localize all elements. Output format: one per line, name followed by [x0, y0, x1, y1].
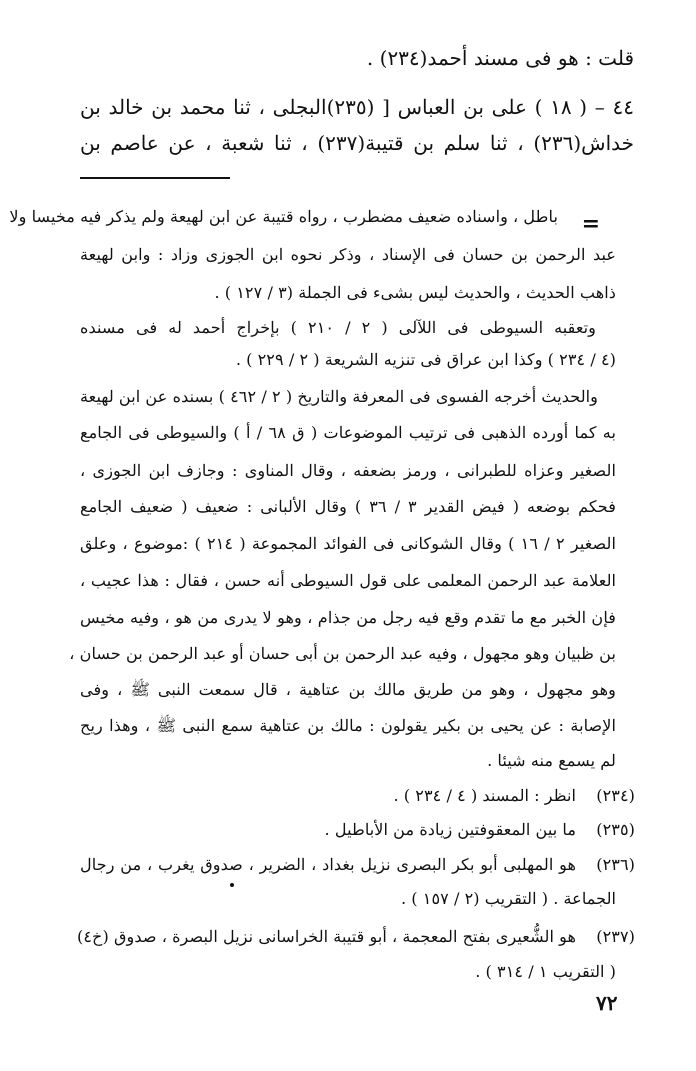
commentary-line: ذاهب الحديث ، والحديث ليس بشىء فى الجملة (٣ / ١٢٧ ) . — [214, 283, 616, 302]
commentary-line: فإن الخبر مع ما تقدم وقع فيه رجل من جذام ، وهو لا يدرى من هو ، وفيه مخيس — [80, 608, 616, 627]
commentary-line: به كما أورده الذهبى فى ترتيب الموضوعات ( ق ٦٨ / أ ) والسيوطى فى الجامع — [80, 423, 616, 442]
footnote-text: هو الشُّعيرى بفتح المعجمة ، أبو قتيبة الخراسانى نزيل البصرة ، صدوق (خ٤) — [77, 927, 576, 946]
page-number: ٧٢ — [596, 991, 618, 1015]
commentary-line: لم يسمع منه شيئا . — [487, 751, 616, 770]
commentary-line: وهو مجهول ، وهو من طريق مالك بن عتاهية ، قال سمعت النبى ﷺ ، وفى — [80, 680, 616, 699]
main-line-2: ٤٤ – ( ١٨ ) على بن العباس [ (٢٣٥)البجلى ، ثنا محمد بن خالد بن — [80, 95, 634, 119]
commentary-line: والحديث أخرجه الفسوى فى المعرفة والتاريخ ( ٢ / ٤٦٢ ) بسنده عن ابن لهيعة — [80, 387, 598, 406]
footnote-text: ( التقريب ١ / ٣١٤ ) . — [475, 962, 616, 981]
commentary-line: الصغير وعزاه للطبرانى ، ورمز بضعفه ، وقال المناوى : وجازف ابن الجوزى ، — [80, 461, 616, 480]
commentary-line: وتعقبه السيوطى فى اللآلى ( ٢ / ٢١٠ ) بإخراج أحمد له فى مسنده — [80, 318, 596, 337]
commentary-line: الإصابة : عن يحيى بن بكير يقولون : مالك بن عتاهية سمع النبى ﷺ ، وهذا ريح — [80, 716, 616, 735]
commentary-line: (٤ / ٢٣٤ ) وكذا ابن عراق فى تنزيه الشريعة ( ٢ / ٢٢٩ ) . — [235, 350, 616, 369]
footnote-text: هو المهلبى أبو بكر البصرى نزيل بغداد ، الضرير ، صدوق يغرب ، من رجال — [80, 855, 576, 874]
footnote-number: (٢٣٦) — [596, 855, 635, 874]
commentary-line: فحكم بوضعه ( فيض القدير ٣ / ٣٦ ) وقال الألبانى : ضعيف ( ضعيف الجامع — [80, 497, 616, 516]
ink-speck — [230, 883, 234, 887]
footnote-number: (٢٣٤) — [596, 786, 635, 805]
commentary-line: عبد الرحمن بن حسان فى الإسناد ، وذكر نحوه ابن الجوزى وزاد : وابن لهيعة — [80, 245, 616, 264]
footnote-number: (٢٣٥) — [596, 820, 635, 839]
continuation-mark: = — [581, 211, 600, 237]
footnote-text: انظر : المسند ( ٤ / ٢٣٤ ) . — [393, 786, 576, 805]
commentary-line: باطل ، واسناده ضعيف مضطرب ، رواه قتيبة عن ابن لهيعة ولم يذكر فيه مخيسا ولا — [9, 207, 558, 226]
main-line-1: قلت : هو فى مسند أحمد(٢٣٤) . — [366, 46, 634, 70]
footnote-text: الجماعة . ( التقريب (٢ / ١٥٧ ) . — [400, 889, 616, 908]
commentary-line: الصغير ٢ / ١٦ ) وقال الشوكانى فى الفوائد المجموعة ( ٢١٤ ) :موضوع ، وعلق — [80, 534, 616, 553]
separator-line — [80, 177, 230, 179]
main-line-3: خداش(٢٣٦) ، ثنا سلم بن قتيبة(٢٣٧) ، ثنا شعبة ، عن عاصم بن — [80, 131, 634, 155]
commentary-line: العلامة عبد الرحمن المعلمى على قول السيوطى أنه حسن ، فقال : هذا عجيب ، — [80, 571, 616, 590]
commentary-line: بن ظبيان وهو مجهول ، وفيه عبد الرحمن بن أبى حسان أو عبد الرحمن بن حسان ، — [69, 644, 616, 663]
footnote-number: (٢٣٧) — [596, 927, 635, 946]
footnote-text: ما بين المعقوفتين زيادة من الأباطيل . — [324, 820, 576, 839]
